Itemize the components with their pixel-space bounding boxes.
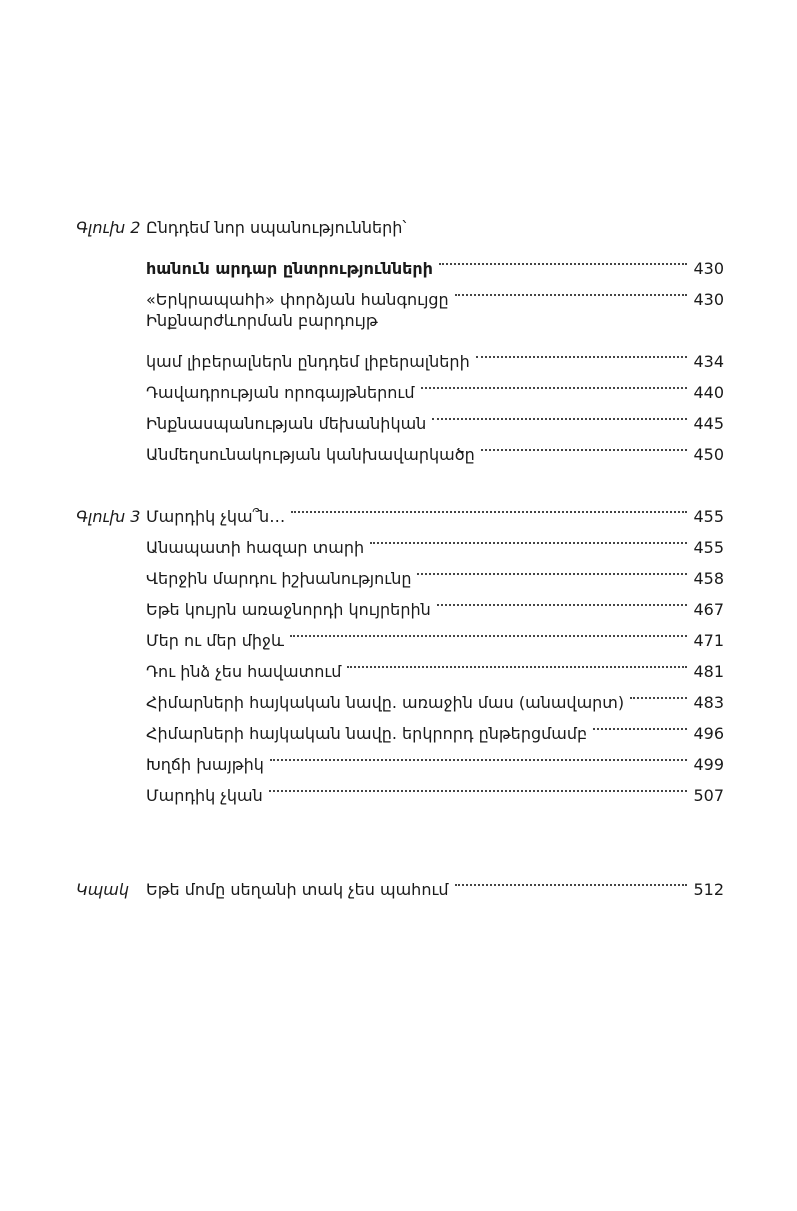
leader-dots: [455, 274, 688, 305]
toc-entry-title: Վերջին մարդու իշխանությունը: [146, 569, 412, 588]
leader-dots: [593, 708, 687, 739]
toc-entry[interactable]: [76, 522, 724, 557]
appendix-entry[interactable]: [76, 864, 724, 899]
toc-entry-page: 507: [693, 786, 724, 805]
toc-entry-page: 445: [693, 414, 724, 433]
toc-entry[interactable]: [76, 398, 724, 433]
toc-entry-page: 440: [693, 383, 724, 402]
leader-dots: [347, 646, 687, 677]
toc-entry-title: Դու ինձ չես հավատում: [146, 662, 342, 681]
toc-entry-title: Եթե կույրն առաջնորդի կույրերին: [146, 600, 431, 619]
toc-entry-page: 430: [693, 290, 724, 309]
leader-dots: [481, 429, 688, 460]
appendix-title: Եթե մոմը սեղանի տակ չես պահում: [146, 880, 449, 899]
toc-entry-title: «Երկրապահի» փորձյան հանգույցը: [146, 290, 449, 309]
chapter-3-page: 455: [693, 507, 724, 526]
toc-entry[interactable]: [76, 615, 724, 650]
leader-dots: [455, 864, 688, 895]
toc-entry[interactable]: [76, 367, 724, 402]
toc-entry[interactable]: [76, 646, 724, 681]
leader-dots: [290, 615, 688, 646]
toc-entry[interactable]: [76, 429, 724, 464]
leader-dots: [437, 584, 688, 615]
appendix-page: 512: [693, 880, 724, 899]
toc-entry[interactable]: [76, 553, 724, 588]
toc-entry-title: Խղճի խայթիկ: [146, 755, 264, 774]
toc-entry[interactable]: [76, 305, 724, 336]
toc-entry-title: Ինքնարժևորման բարդույթ: [146, 311, 378, 330]
toc-entry-page: 467: [693, 600, 724, 619]
chapter-3-label: Գլուխ 3: [76, 507, 141, 526]
toc-entry[interactable]: [76, 708, 724, 743]
toc-entry-page: 471: [693, 631, 724, 650]
toc-entry[interactable]: [76, 243, 724, 278]
toc-entry-title: հանուն արդար ընտրությունների: [146, 259, 433, 278]
toc-entry-page: 483: [693, 693, 724, 712]
chapter-2-heading: [76, 212, 724, 243]
leader-dots: [432, 398, 687, 429]
toc-entry[interactable]: [76, 770, 724, 805]
chapter-2-label: Գլուխ 2: [76, 218, 141, 237]
leader-dots: [291, 491, 687, 522]
table-of-contents: [76, 212, 724, 899]
toc-entry-page: 481: [693, 662, 724, 681]
leader-dots: [630, 677, 687, 708]
toc-entry-page: 455: [693, 538, 724, 557]
toc-entry-page: 434: [693, 352, 724, 371]
toc-entry-title: Անապատի հազար տարի: [146, 538, 365, 557]
toc-entry-title: Անմեղսունակության կանխավարկածը: [146, 445, 475, 464]
toc-entry-title: կամ լիբերալներն ընդդեմ լիբերալների: [146, 352, 470, 371]
toc-entry-page: 499: [693, 755, 724, 774]
chapter-2-title: Ընդդեմ նոր սպանությունների՝: [146, 218, 407, 237]
leader-dots: [439, 243, 688, 274]
toc-entry-title: Հիմարների հայկական նավը. երկրորդ ընթերցմամբ: [146, 724, 588, 743]
chapter-3-heading[interactable]: [76, 491, 724, 526]
toc-entry[interactable]: [76, 584, 724, 619]
leader-dots: [370, 522, 687, 553]
appendix-label: Կպակ: [76, 880, 130, 899]
toc-entry-title: Ինքնասպանության մեխանիկան: [146, 414, 427, 433]
leader-dots: [269, 770, 688, 801]
toc-entry-title: Հիմարների հայկական նավը. առաջին մաս (անավարտ): [146, 693, 625, 712]
leader-dots: [270, 739, 688, 770]
toc-entry-page: 430: [693, 259, 724, 278]
toc-entry-title: Մեր ու մեր միջև: [146, 631, 284, 650]
leader-dots: [421, 367, 688, 398]
leader-dots: [476, 336, 688, 367]
toc-entry-title: Դավադրության որոգայթներում: [146, 383, 415, 402]
toc-entry[interactable]: [76, 677, 724, 712]
toc-entry-page: 450: [693, 445, 724, 464]
toc-entry-page: 496: [693, 724, 724, 743]
chapter-3-title: Մարդիկ չկա՞ն…: [146, 507, 286, 526]
toc-entry[interactable]: [76, 336, 724, 371]
toc-entry[interactable]: [76, 274, 724, 309]
toc-entry[interactable]: [76, 739, 724, 774]
toc-entry-page: 458: [693, 569, 724, 588]
toc-entry-title: Մարդիկ չկան: [146, 786, 263, 805]
leader-dots: [417, 553, 687, 584]
